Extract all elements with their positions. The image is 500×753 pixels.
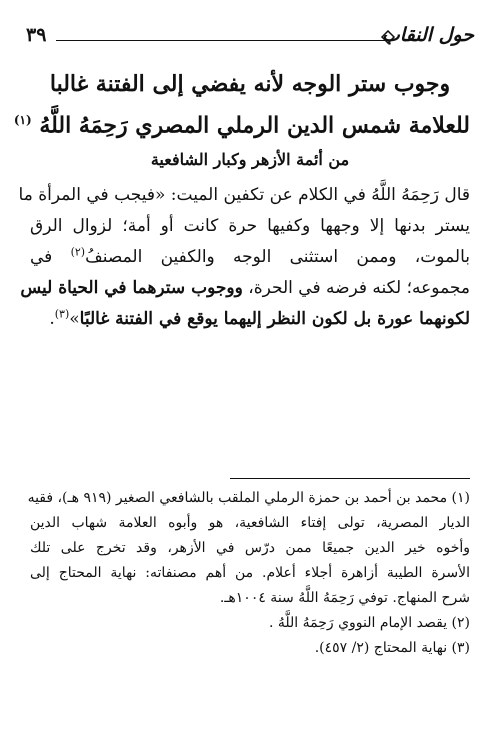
body-line-2: يستر بدنها إلا وجهها وكفيها حرة كانت أو أمة؛ لزوال الرق [30,216,470,236]
heading-text-1: وجوب ستر الوجه لأنه يفضي إلى الفتنة غالبا [49,71,451,97]
body-line-1: قال رَحِمَهُ اللَّهُ في الكلام عن تكفين الميت: «فيجب في المرأة ما [18,185,470,205]
heading-line-3 [30,148,470,172]
body-line-4-bold: ووجوب سترهما في الحياة ليس [20,278,243,298]
running-header [22,22,478,50]
header-rule [56,40,386,41]
footnote-1-line-3: وأخوه خير الدين جميعًا ممن درّس في الأزهر، وقد تخرج على تلك [30,540,470,556]
heading-footnote-ref: (١) [13,113,32,127]
closing-quote: » [69,309,80,329]
body-line-3 [30,242,470,273]
footnote-1-line-4: الأسرة الطيبة أزاهرة أجلاء أعلام. من أهم مصنفاته: نهاية المحتاج إلى [30,565,470,581]
heading-line-2 [13,104,470,141]
heading-text-3: من أئمة الأزهر وكبار الشافعية [150,150,350,169]
body-line-5-bold: لكونهما عورة بل لكون النظر إليهما يوقع في الفتنة غالبًا [79,309,470,329]
footnote-2: (٢) يقصد الإمام النووي رَحِمَهُ اللَّهُ . [268,615,470,631]
body-line-4 [20,273,470,304]
footnotes [27,486,470,661]
body-footnote-ref-2: (٢) [70,245,86,259]
body-line-3-text: بالموت، وممن استثنى الوجه والكفين المصنفُ [85,247,470,267]
footnote-1-line-2: الديار المصرية، تولى إفتاء الشافعية، هو وأبوه العلامة شهاب الدين [30,515,470,531]
footnote-1-line-5: شرح المنهاج. توفي رَحِمَهُ اللَّهُ سنة ١٠٠٤هـ. [219,590,470,606]
running-header-title: حول النقاب [381,24,474,46]
footnote-3: (٣) نهاية المحتاج (٢/ ٤٥٧). [314,640,470,656]
footnote-separator [230,478,470,479]
body-paragraph [18,180,470,335]
page-number: ٣٩ [26,24,47,46]
footnote-1-line-1: (١) محمد بن أحمد بن حمزة الرملي الملقب بالشافعي الصغير (٩١٩ هـ)، فقيه [27,490,470,506]
body-final-period: . [49,309,55,329]
body-line-3-tail: في [30,247,71,267]
body-line-4-text: مجموعه؛ لكنه فرضه في الحرة، [242,278,470,298]
heading-line-1 [30,68,470,100]
body-footnote-ref-3: (٣) [54,307,70,321]
header-ornament-icon [380,30,396,44]
body-line-5 [30,304,470,335]
heading-text-2: للعلامة شمس الدين الرملي المصري رَحِمَهُ اللَّهُ [39,112,470,139]
